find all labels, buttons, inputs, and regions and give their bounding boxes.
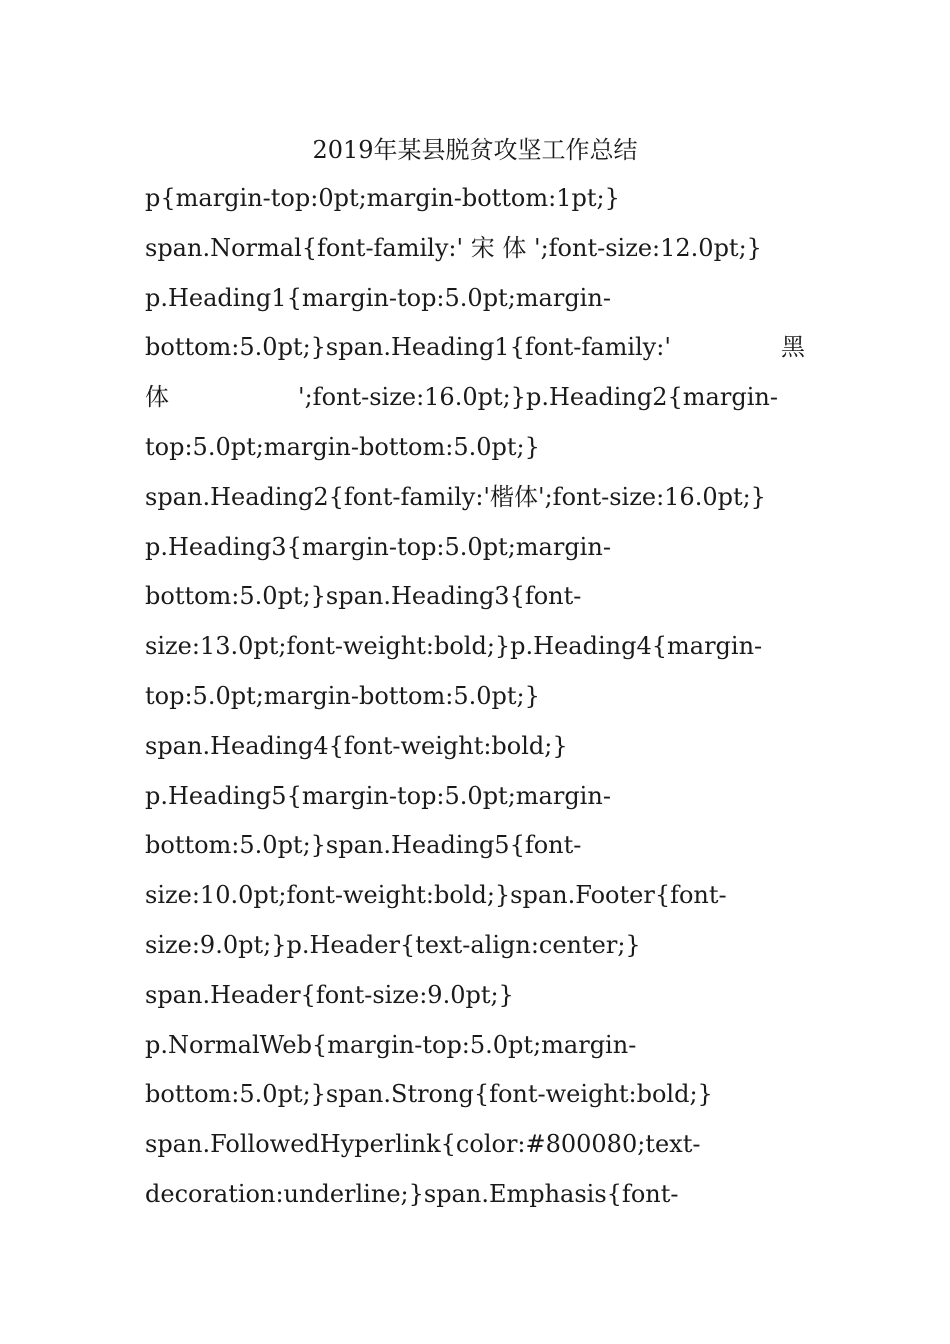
body-line-10: size:13.0pt;font-weight:bold;}p.Heading4{margin- <box>145 632 763 661</box>
body-line-5 <box>145 373 810 423</box>
body-line-21: decoration:underline;}span.Emphasis{font- <box>145 1179 679 1208</box>
body-line-4 <box>145 323 805 373</box>
body-line-20: span.FollowedHyperlink{color:#800080;text- <box>145 1130 701 1159</box>
body-line-16: size:9.0pt;}p.Header{text-align:center;} <box>145 930 641 959</box>
body-line-19: bottom:5.0pt;}span.Strong{font-weight:bold;} <box>145 1080 713 1109</box>
body-line-15: size:10.0pt;font-weight:bold;}span.Footer{font- <box>145 881 727 910</box>
body-line-8: p.Heading3{margin-top:5.0pt;margin- <box>145 532 611 561</box>
body-line-12: span.Heading4{font-weight:bold;} <box>145 731 568 760</box>
body-line-9: bottom:5.0pt;}span.Heading3{font- <box>145 582 582 611</box>
body-line-18: p.NormalWeb{margin-top:5.0pt;margin- <box>145 1030 637 1059</box>
body-line-3: p.Heading1{margin-top:5.0pt;margin- <box>145 283 611 312</box>
body-line-5-glyph: 体 <box>145 383 169 412</box>
body-line-2: span.Normal{font-family:' 宋 体 ';font-size:12.0pt;} <box>145 233 762 262</box>
body-line-11: top:5.0pt;margin-bottom:5.0pt;} <box>145 681 540 710</box>
document-title: 2019年某县脱贫攻坚工作总结 <box>312 136 638 164</box>
document-body <box>145 174 810 1220</box>
body-line-4-glyph: 黑 <box>781 333 805 362</box>
body-line-17: span.Header{font-size:9.0pt;} <box>145 980 514 1009</box>
body-line-6: top:5.0pt;margin-bottom:5.0pt;} <box>145 432 540 461</box>
body-line-14: bottom:5.0pt;}span.Heading5{font- <box>145 831 582 860</box>
body-line-4-text: bottom:5.0pt;}span.Heading1{font-family:' <box>145 333 671 362</box>
body-line-7: span.Heading2{font-family:'楷体';font-size:16.0pt;} <box>145 482 766 511</box>
body-line-5-text: ';font-size:16.0pt;}p.Heading2{margin- <box>298 383 778 412</box>
body-line-1: p{margin-top:0pt;margin-bottom:1pt;} <box>145 184 620 212</box>
body-line-13: p.Heading5{margin-top:5.0pt;margin- <box>145 781 611 810</box>
